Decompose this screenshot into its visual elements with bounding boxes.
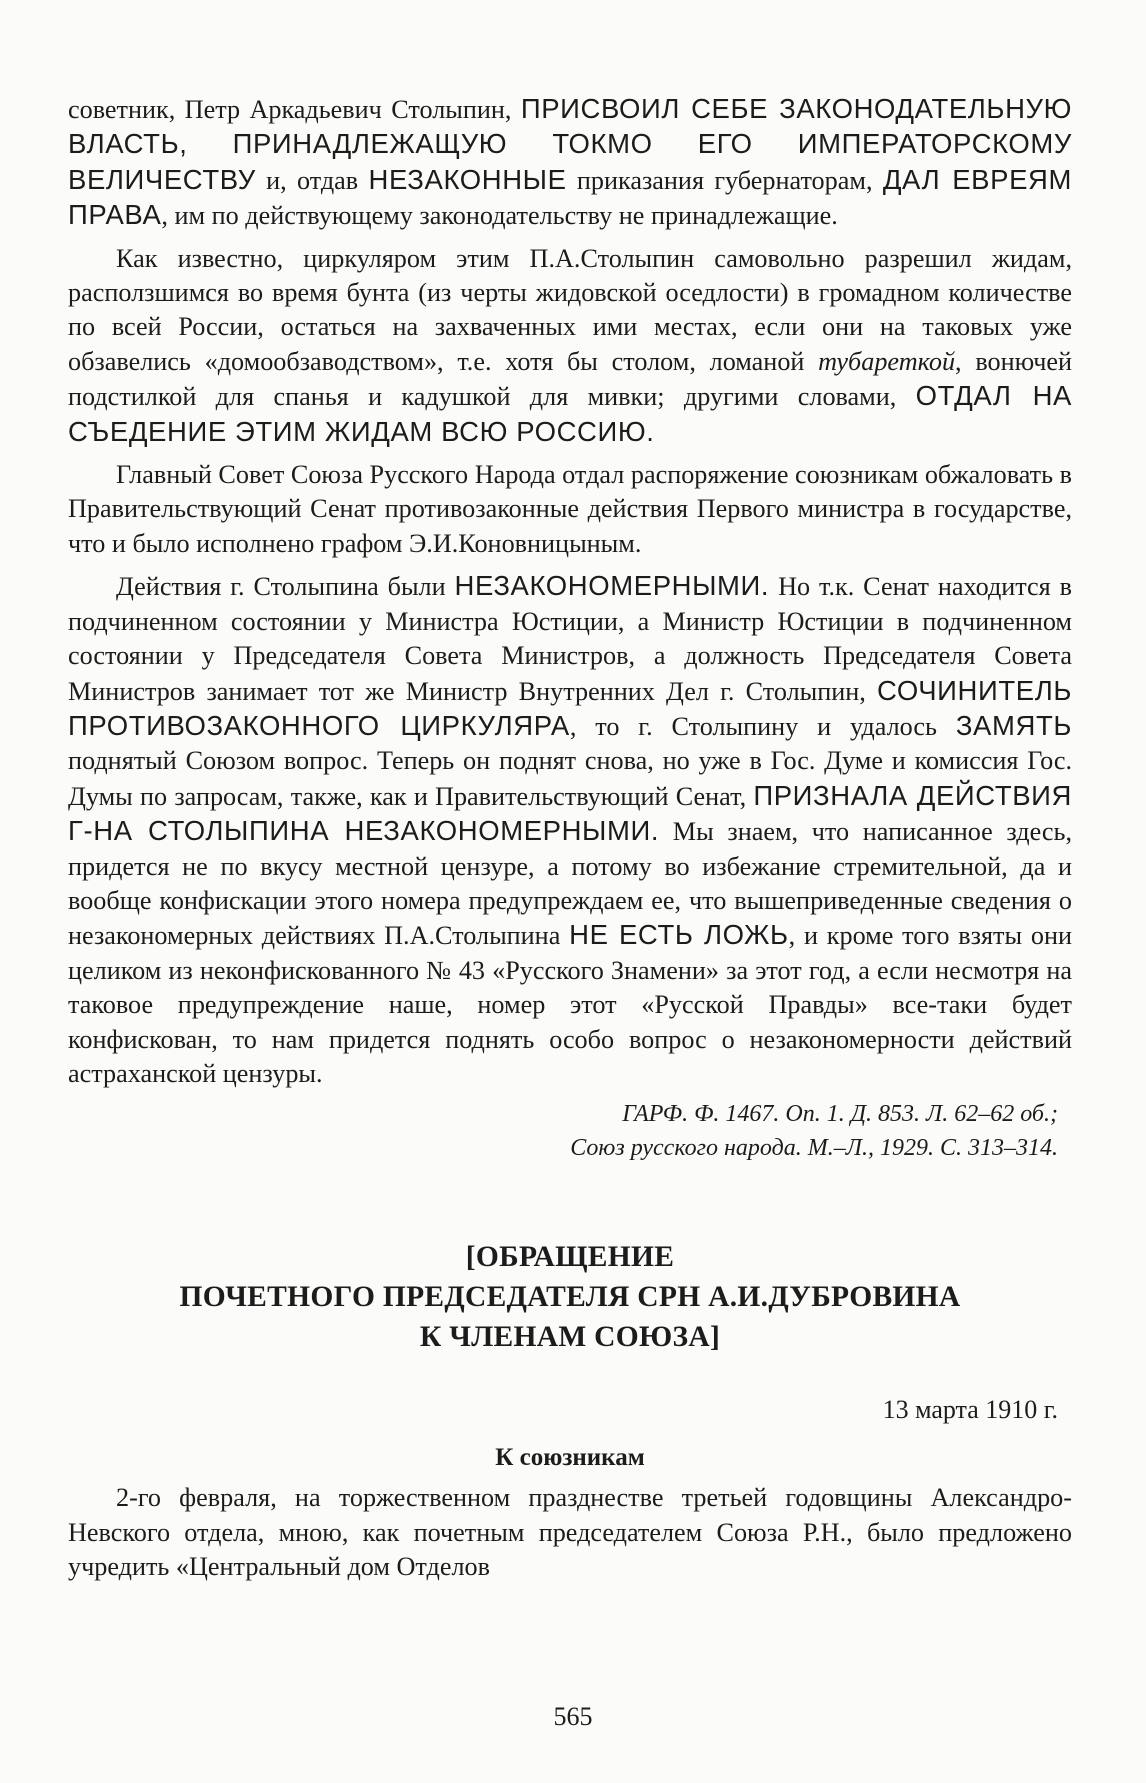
paragraph-3 (68, 458, 1072, 561)
text: 2-го февраля, на торжественном празднестве третьей годовщины Александро-Невского отдела, мною, как почетным председателем Союза Р.Н., было предложено учредить «Центральный дом Отделов (68, 1483, 1072, 1582)
text: Как известно, циркуляром этим П.А.Столыпин самовольно разрешил жидам, расползшимся во время бунта (из черты жидовской оседлости) в громадном количестве по всей России, остаться на захваченных ими местах, если они на таковых уже обзавелись «домообзаводством», т.е. хотя бы столом, ломаной (68, 243, 1072, 376)
text: , то г. Столыпину и удалось (569, 711, 956, 741)
subheading: К союзникам (495, 1444, 645, 1472)
heading-line-2: ПОЧЕТНОГО ПРЕДСЕДАТЕЛЯ СРН А.И.ДУБРОВИНА (179, 1281, 961, 1314)
text: , и кроме того взяты они целиком из неконфискованного № 43 «Русского Знамени» за этот год, а если несмотря на таковое предупреждение наше, номер этот «Русской Правды» все-таки будет конфискован, то нам придется поднять особо вопрос о незакономерности действий астраханской цензуры. (68, 921, 1072, 1088)
emphasis-caps: ПРИЗНАЛА ДЕЙСТВИЯ Г-НА СТОЛЫПИНА НЕЗАКОНОМЕРНЫМИ. (68, 779, 1072, 847)
paragraph-5 (68, 1481, 1072, 1584)
text: Но т.к. Сенат находится в подчиненном состоянии у Министра Юстиции, а Министр Юстиции в подчиненном состоянии у Председателя Совета Министров, а должность Председателя Совета Министров занимает тот же Министр Внутренних Дел г. Столыпин, (68, 572, 1072, 706)
emphasis-caps: НЕЗАКОННЫЕ (368, 163, 567, 195)
document-date: 13 марта 1910 г. (882, 1395, 1058, 1425)
source-line-2: Союз русского народа. М.–Л., 1929. С. 313–314. (570, 1135, 1058, 1162)
archive-source (68, 1097, 1072, 1165)
paragraph-4 (68, 569, 1072, 1091)
paragraph-2 (68, 242, 1072, 450)
page-number: 565 (553, 1702, 593, 1731)
emphasis-caps: НЕ ЕСТЬ ЛОЖЬ (569, 919, 789, 951)
emphasis-caps: НЕЗАКОНОМЕРНЫМИ. (454, 570, 770, 602)
emphasis-caps: СОЧИНИТЕЛЬ ПРОТИВОЗАКОННОГО ЦИРКУЛЯРА (68, 674, 1072, 741)
text: поднятый Союзом вопрос. Теперь он поднят снова, но уже в Гос. Думе и комиссия Гос. Думы по запросам, также, как и Правительствующий Сенат, (68, 746, 1072, 811)
text: Действия г. Столыпина были (116, 572, 455, 602)
text: советник, Петр Аркадьевич Столыпин, (68, 95, 521, 124)
source-line-1: ГАРФ. Ф. 1467. Оп. 1. Д. 853. Л. 62–62 об.; (622, 1101, 1058, 1128)
text: Главный Совет Союза Русского Народа отдал распоряжение союзникам обжаловать в Правительствующий Сенат противозаконные действия Первого министра в государстве, что и было исполнено графом Э.И.Коновницыным. (68, 460, 1072, 558)
text: , вонючей подстилкой для спанья и кадушкой для мивки; другими словами, (68, 346, 1073, 412)
heading-line-3: К ЧЛЕНАМ СОЮЗА] (419, 1321, 721, 1354)
emphasis-caps: ЗАМЯТЬ (955, 709, 1072, 741)
italic-word: тубареткой (818, 346, 956, 376)
heading-line-1: [ОБРАЩЕНИЕ (465, 1241, 675, 1274)
text: и, отдав (255, 165, 369, 195)
section-heading (68, 1237, 1072, 1357)
text: , им по действующему законодательству не принадлежащие. (161, 201, 838, 231)
emphasis-caps: ПРИСВОИЛ СЕБЕ ЗАКОНОДАТЕЛЬНУЮ ВЛАСТЬ, ПРИНАДЛЕЖАЩУЮ ТОКМО ЕГО ИМПЕРАТОРСКОМУ ВЕЛИЧЕСТВУ (68, 93, 1072, 195)
emphasis-caps: ДАЛ ЕВРЕЯМ ПРАВА (68, 163, 1072, 231)
text: приказания губернаторам, (566, 165, 883, 195)
text: Мы знаем, что написанное здесь, придется не по вкусу местной цензуре, а потому во избежание стремительной, да и вообще конфискации этого номера предупреждаем ее, что вышеприведенные сведения о незакономерных действиях П.А.Столыпина (68, 817, 1072, 951)
paragraph-1 (68, 92, 1072, 234)
emphasis-caps: ОТДАЛ НА СЪЕДЕНИЕ ЭТИМ ЖИДАМ ВСЮ РОССИЮ. (68, 380, 1072, 447)
